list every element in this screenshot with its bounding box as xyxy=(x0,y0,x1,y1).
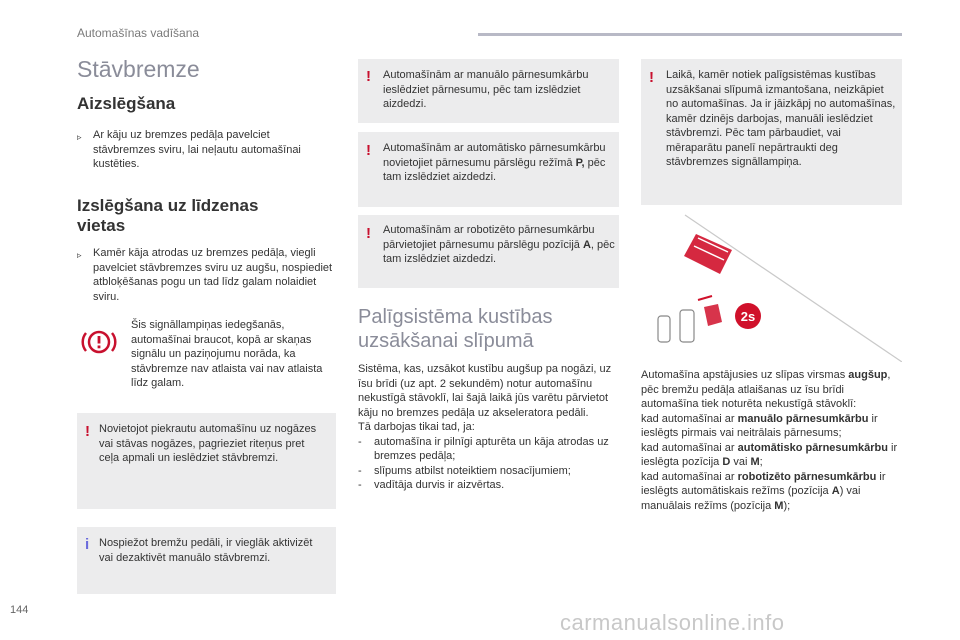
flat-heading xyxy=(77,196,337,236)
hill-assist-conditions-intro: Tā darbojas tikai tad, ja: xyxy=(358,421,475,433)
automatic-gearbox-warning xyxy=(358,132,619,207)
uphill-robotized: kad automašīnai ar robotizēto pārnesumkārbu ir ieslēgts automātiskais režīms (pozīcija A) vai manuālais režīms (pozīcija M); xyxy=(641,470,886,512)
page-number: 144 xyxy=(10,604,29,616)
hill-assist-warning-text: Laikā, kamēr notiek palīgsistēmas kustības uzsākšanai slīpumā izmantošana, neizkāpiet no automašīnas. Ja ir jāizkāpj no automašīnas, kamēr dzinējs darbojas, manuāli ieslēdziet stāvbremzi. Pēc tam pārbaudiet, vai mēraparātu panelī nepārtraukti deg stāvbremzes signāllampiņa. xyxy=(666,69,896,168)
hill-assist-warning-box xyxy=(641,59,902,205)
manual-gearbox-warning xyxy=(358,59,619,123)
warning-icon: ! xyxy=(366,142,371,159)
car-uphill-icon xyxy=(684,234,732,274)
timer-badge xyxy=(735,303,761,329)
flat-heading-line1: Izslēgšana uz līdzenas xyxy=(77,196,259,215)
brake-warning-lamp-icon xyxy=(80,328,118,356)
list-item: - slīpums atbilst noteiktiem nosacījumiem; xyxy=(358,464,571,477)
uphill-manual: kad automašīnai ar manuālo pārnesumkārbu ir ieslēgts pirmais vai neitrālais pārnesums; xyxy=(641,412,878,439)
bullet-arrow-icon: ▹ xyxy=(77,132,82,142)
info-note-box xyxy=(77,527,336,594)
list-item: - automašīna ir pilnīgi apturēta un kāja atrodas uz bremzes pedāļa; xyxy=(358,435,609,462)
warning-icon: ! xyxy=(649,69,654,86)
info-icon: i xyxy=(85,536,90,553)
release-heading: Aizslēgšana xyxy=(77,94,176,113)
slope-warning-box xyxy=(77,413,336,509)
hill-assist-intro: Sistēma, kas, uzsākot kustību augšup pa nogāzi, uz īsu brīdi (uz apt. 2 sekundēm) notur automašīnu nekustīgā stāvoklī, lai šajā laikā jūs varētu pārvietot kāju no bremzes pedāļa uz akseleratora pedāli. xyxy=(358,363,612,419)
bullet-arrow-icon: ▹ xyxy=(77,250,82,260)
header-divider xyxy=(478,33,902,36)
flat-heading-line2: vietas xyxy=(77,216,126,235)
automatic-gearbox-text: Automašīnām ar automātisko pārnesumkārbu novietojiet pārnesumu pārslēgu režīmā P, pēc tam izslēdziet aizdedzi. xyxy=(383,142,606,183)
hill-assist-body xyxy=(358,362,620,493)
robotized-gearbox-warning xyxy=(358,215,619,288)
uphill-automatic: kad automašīnai ar automātisko pārnesumkārbu ir ieslēgta pozīcija D vai M; xyxy=(641,441,898,468)
hill-assist-heading-line1: Palīgsistēma kustības xyxy=(358,306,553,328)
robotized-gearbox-text: Automašīnām ar robotizēto pārnesumkārbu pārvietojiet pārnesumu pārslēgu pozīcijā A, pēc tam izslēdziet aizdedzi. xyxy=(383,224,615,265)
flat-bullet-text: Kamēr kāja atrodas uz bremzes pedāļa, viegli pavelciet stāvbremzes sviru uz augšu, nospiediet atbloķēšanas pogu un tad līdz galam nolaidiet sviru. xyxy=(93,247,333,303)
info-note-text: Nospiežot bremžu pedāli, ir vieglāk aktivizēt vai dezaktivēt manuālo stāvbremzi. xyxy=(99,537,313,564)
list-item: - vadītāja durvis ir aizvērtas. xyxy=(358,479,505,491)
warning-icon: ! xyxy=(366,225,371,242)
flat-bullet xyxy=(77,246,339,304)
uphill-intro: Automašīna apstājusies uz slīpas virsmas augšup, pēc bremžu pedāļa atlaišanas uz īsu brīdi automašīna tiek noturēta nekustīgā stāvoklī: xyxy=(641,369,891,410)
hill-assist-heading xyxy=(358,305,620,353)
release-bullet xyxy=(77,128,335,172)
slope-warning-text: Novietojot piekrautu automašīnu uz nogāzes vai stāvas nogāzes, pagrieziet riteņus pret ceļa apmali un ieslēdziet stāvbremzi. xyxy=(99,423,317,464)
warning-icon: ! xyxy=(366,68,371,85)
section-title: Automašīnas vadīšana xyxy=(77,26,200,40)
hill-assist-illustration xyxy=(640,212,902,362)
page-title: Stāvbremze xyxy=(77,56,200,82)
warning-lamp-text: Šis signāllampiņas iedegšanās, automašīnai braucot, kopā ar skaņas signālu un paziņojumu norāda, ka stāvbremze nav atlaista vai nav atlaista līdz galam. xyxy=(131,319,323,389)
warning-icon: ! xyxy=(85,423,90,440)
svg-text:2s: 2s xyxy=(740,309,756,324)
hill-assist-heading-line2: uzsākšanai slīpumā xyxy=(358,330,534,352)
footer-watermark: carmanualsonline.info xyxy=(560,610,785,635)
uphill-description xyxy=(641,368,903,513)
pedal-icon xyxy=(658,296,722,342)
release-bullet-text: Ar kāju uz bremzes pedāļa pavelciet stāvbremzes sviru, lai neļautu automašīnai kustēties. xyxy=(93,129,301,170)
manual-gearbox-text: Automašīnām ar manuālo pārnesumkārbu ieslēdziet pārnesumu, pēc tam izslēdziet aizdedzi. xyxy=(383,69,589,110)
